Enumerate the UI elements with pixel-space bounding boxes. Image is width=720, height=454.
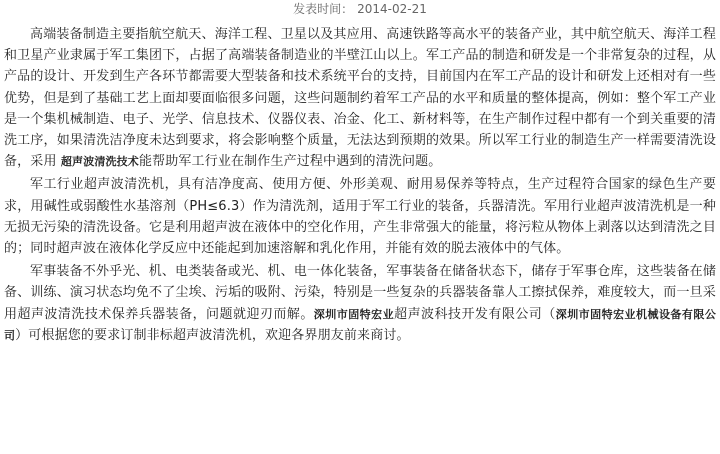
paragraph-1 bbox=[4, 24, 716, 172]
company-name-2: 深圳市固特宏业机械设备有限公司 bbox=[4, 307, 716, 342]
keyword-ultrasonic-cleaning-tech: 超声波清洗技术 bbox=[60, 155, 139, 169]
paragraph-2 bbox=[4, 174, 716, 259]
paragraph-2-text: 军工行业超声波清洗机，具有洁净度高、使用方便、外形美观、耐用易保养等特点，生产过程符合国家的绿色生产要求，用碱性或弱酸性水基溶剂（PH≤6.3）作为清洗剂，适用于军工行业的装备，兵器清洗。军用行业超声波清洗机是一种无损无污染的清洗设备。它是利用超声波在液体中的空化作用，产生非常强大的能量，将污粒从物体上剥落以达到清洗之目的；同时超声波在液体化学反应中还能起到加速溶解和乳化作用，并能有效的脱去液体中的气体。 bbox=[4, 177, 716, 257]
paragraph-3 bbox=[4, 261, 716, 346]
paragraph-3-text-1: 军事装备不外乎光、机、电类装备或光、机、电一体化装备，军事装备在储备状态下，储存于军事仓库，这些装备在储备、训练、演习状态均免不了尘埃、污垢的吸附、污染，特别是一些复杂的兵器装备靠人工擦拭保养，难度较大，而一旦采用超声波清洗技术保养兵器装备，问题就迎刃而解。 bbox=[4, 264, 716, 322]
paragraph-3-text-3: ）可根据您的要求订制非标超声波清洗机，欢迎各界朋友前来商讨。 bbox=[15, 327, 410, 343]
article-body bbox=[4, 24, 716, 346]
publish-label: 发表时间： bbox=[293, 2, 354, 16]
publish-date: 2014-02-21 bbox=[357, 2, 427, 16]
paragraph-3-text-2: 超声波科技开发有限公司（ bbox=[394, 306, 556, 322]
paragraph-1-text-2: 能帮助军工行业在制作生产过程中遇到的清洗问题。 bbox=[138, 154, 442, 170]
paragraph-1-text-1: 高端装备制造主要指航空航天、海洋工程、卫星以及其应用、高速铁路等高水平的装备产业，其中航空航天、海洋工程和卫星产业隶属于军工集团下，占据了高端装备制造业的半壁江山以上。军工产品的制造和研发是一个非常复杂的过程，从产品的设计、开发到生产各环节都需要大型装备和技术系统平台的支持，目前国内在军工产品的设计和研发上还相对有一些优势，但是到了基础工艺上面却要面临很多问题，这些问题制约着军工产品的水平和质量的整体提高，例如：整个军工产业是一个集机械制造、电子、光学、信息技术、仪器仪表、冶金、化工、新材料等，在生产制作过程中都有一个到关重要的清洗工序，如果清洗洁净度未达到要求，将会影响整个质量，无法达到预期的效果。所以军工行业的制造生产一样需要清洗设备，采用 bbox=[4, 27, 716, 170]
company-name-1: 深圳市固特宏业 bbox=[313, 307, 395, 321]
publish-info bbox=[0, 0, 720, 20]
